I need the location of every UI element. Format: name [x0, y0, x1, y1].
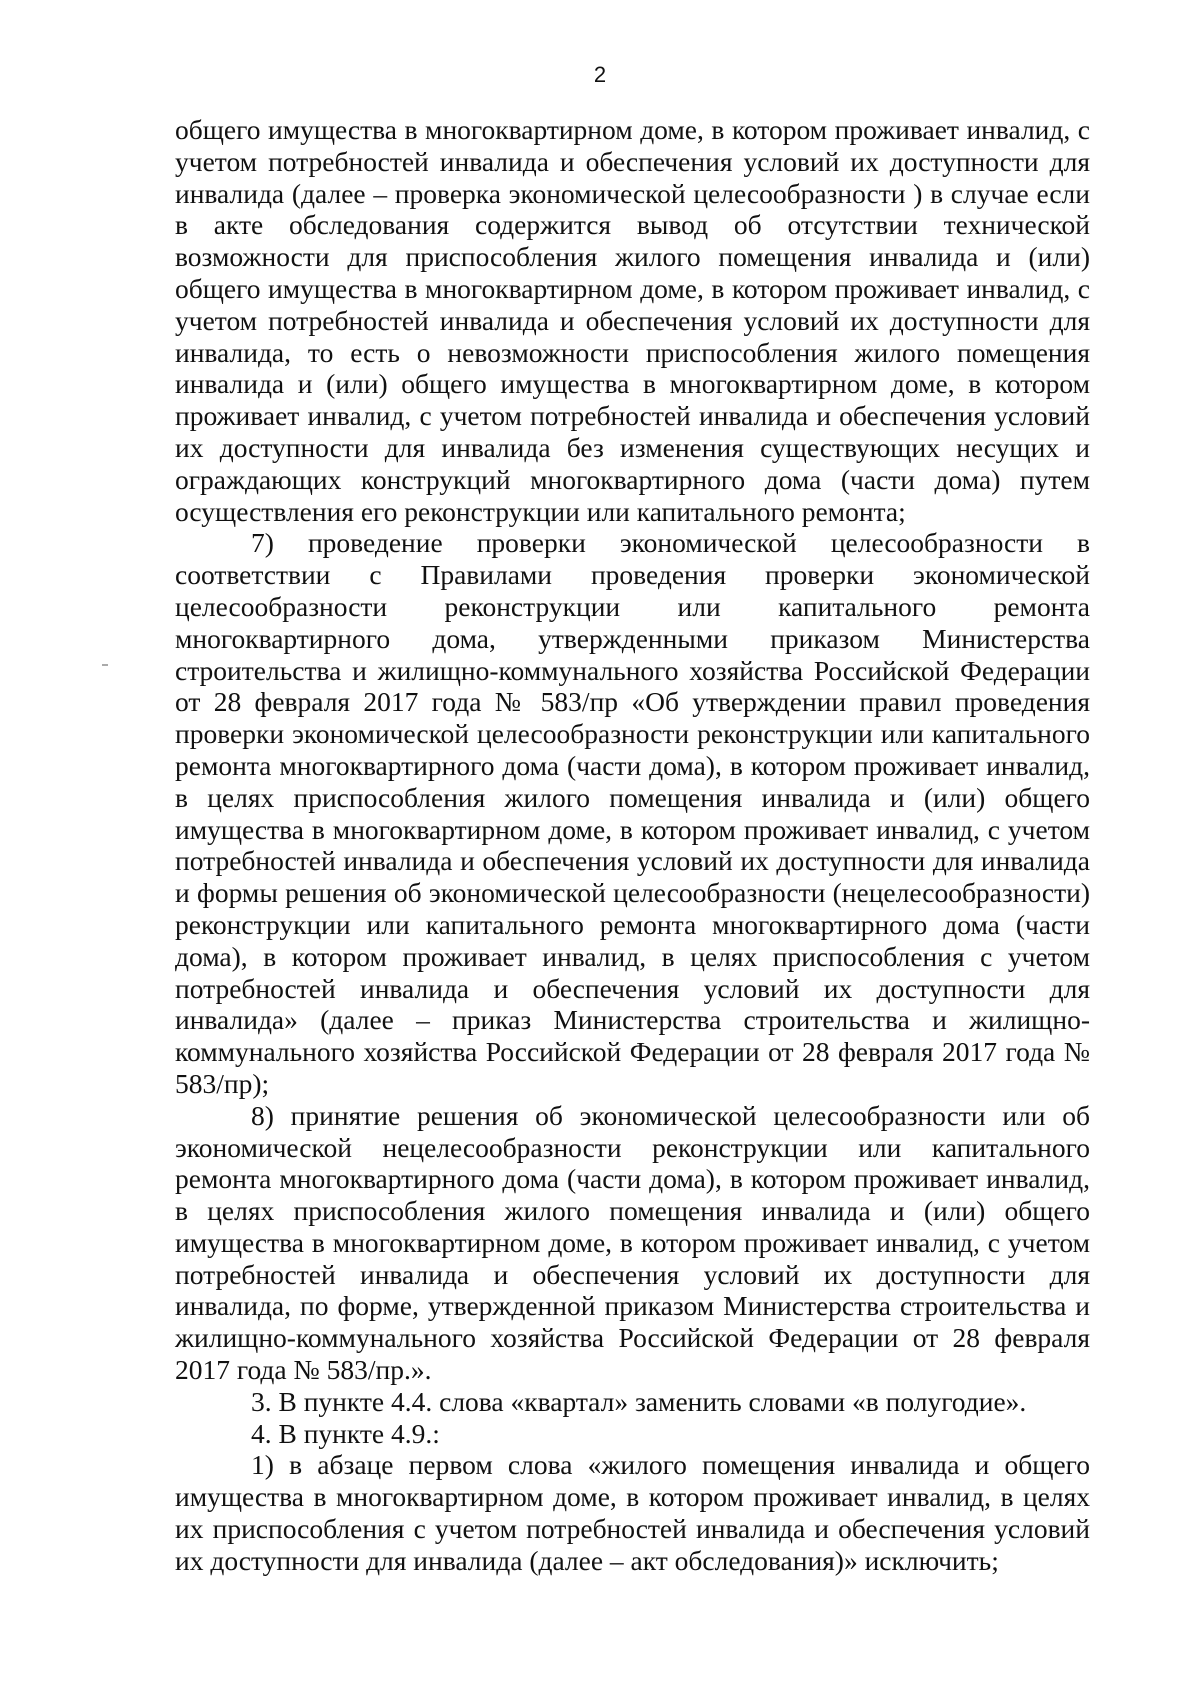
- scan-speck: [102, 664, 108, 666]
- paragraph-item-8: 8) принятие решения об экономической целесообразности или об экономической нецелесообразности реконструкции или капитального ремонта многоквартирного дома (части дома), в котором проживает инвалид, в целях приспособления жилого помещения инвалида и (или) общего имущества в многоквартирном доме, в котором проживает инвалид, с учетом потребностей инвалида и обеспечения условий их доступности для инвалида, по форме, утвержденной приказом Министерства строительства и жилищно-коммунального хозяйства Российской Федерации от 28 февраля 2017 года № 583/пр.».: [175, 1099, 1090, 1386]
- paragraph-point-3: 3. В пункте 4.4. слова «квартал» заменить словами «в полугодие».: [251, 1385, 1027, 1417]
- paragraph-subitem-1: 1) в абзаце первом слова «жилого помещения инвалида и общего имущества в многоквартирном доме, в котором проживает инвалид, в целях их приспособления с учетом потребностей инвалида и обеспечения условий их доступности для инвалида (далее – акт обследования)» исключить;: [175, 1449, 1090, 1576]
- paragraph-item-7: 7) проведение проверки экономической целесообразности в соответствии с Правилами проведения проверки экономической целесообразности реконструкции или капитального ремонта многоквартирного дома, утвержденными приказом Министерства строительства и жилищно-коммунального хозяйства Российской Федерации от 28 февраля 2017 года № 583/пр «Об утверждении правил проведения проверки экономической целесообразности реконструкции или капитального ремонта многоквартирного дома (части дома), в котором проживает инвалид, в целях приспособления жилого помещения инвалида и (или) общего имущества в многоквартирном доме, в котором проживает инвалид, с учетом потребностей инвалида и обеспечения условий их доступности для инвалида и формы решения об экономической целесообразности (нецелесообразности) реконструкции или капитального ремонта многоквартирного дома (части дома), в котором проживает инвалид, в целях приспособления с учетом потребностей инвалида и обеспечения условий их доступности для инвалида» (далее – приказ Министерства строительства и жилищно-коммунального хозяйства Российской Федерации от 28 февраля 2017 года № 583/пр);: [175, 527, 1090, 1099]
- document-body: [175, 114, 1090, 1577]
- paragraph-continuation: общего имущества в многоквартирном доме, в котором проживает инвалид, с учетом потребностей инвалида и обеспечения условий их доступности для инвалида (далее – проверка экономической целесообразности ) в случае если в акте обследования содержится вывод об отсутствии технической возможности для приспособления жилого помещения инвалида и (или) общего имущества в многоквартирном доме, в котором проживает инвалид, с учетом потребностей инвалида и обеспечения условий их доступности для инвалида, то есть о невозможности приспособления жилого помещения инвалида и (или) общего имущества в многоквартирном доме, в котором проживает инвалид, с учетом потребностей инвалида и обеспечения условий их доступности для инвалида без изменения существующих несущих и ограждающих конструкций многоквартирного дома (части дома) путем осуществления его реконструкции или капитального ремонта;: [175, 114, 1090, 527]
- paragraph-point-4: 4. В пункте 4.9.:: [251, 1417, 440, 1449]
